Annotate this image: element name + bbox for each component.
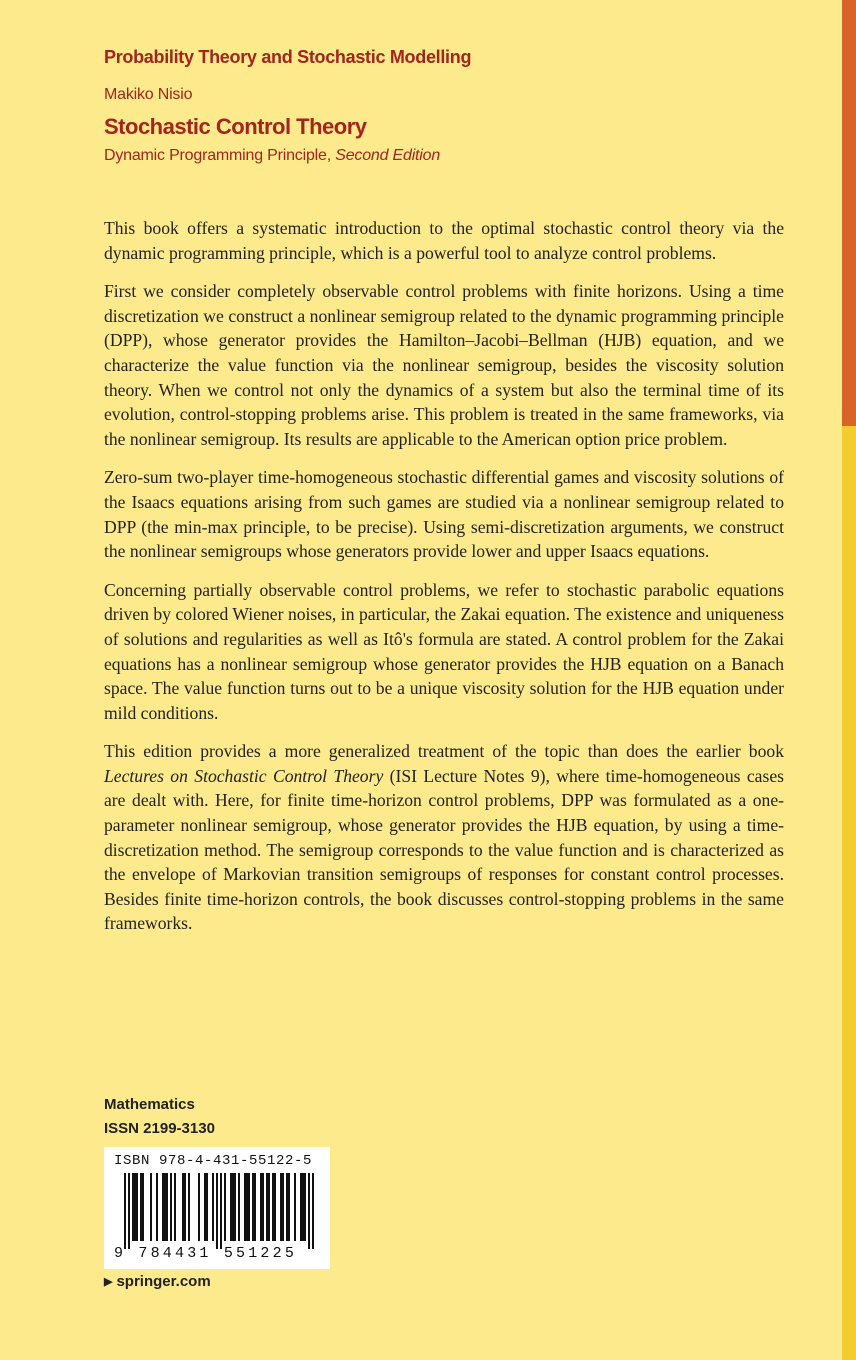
- barcode-bar: [188, 1173, 190, 1241]
- barcode-bar: [140, 1173, 142, 1241]
- barcode-bar: [128, 1173, 130, 1249]
- barcode-bar: [288, 1173, 290, 1241]
- author-name: Makiko Nisio: [104, 86, 193, 103]
- blurb-paragraph-5: [104, 739, 784, 936]
- barcode-bar: [266, 1173, 268, 1241]
- blurb-paragraph-2: First we consider completely observable control problems with finite horizons. Using a time discretization we construct a nonlinear semigroup related to the dynamic programming principle (DPP), whose generator provides the Hamilton–Jacobi–Bellman (HJB) equation, and we characterize the value function via the nonlinear semigroup, besides the viscosity solution theory. When we control not only the dynamics of a system but also the terminal time of its evolution, control-stopping problems arise. This problem is treated in the same frameworks, via the nonlinear semigroup. Its results are applicable to the American option price problem.: [104, 281, 784, 449]
- barcode-bar: [248, 1173, 250, 1241]
- publisher-link[interactable]: [104, 1273, 211, 1290]
- barcode-bar: [204, 1173, 206, 1241]
- barcode-bar: [182, 1173, 184, 1241]
- barcode: [104, 1147, 330, 1269]
- barcode-bar: [274, 1173, 276, 1241]
- barcode-bar: [260, 1173, 262, 1241]
- barcode-bar: [254, 1173, 256, 1241]
- barcode-bar: [230, 1173, 232, 1241]
- barcode-bar: [206, 1173, 208, 1241]
- barcode-bar: [272, 1173, 274, 1241]
- blurb-paragraph-1: This book offers a systematic introduction to the optimal stochastic control theory via the dynamic programming principle, which is a powerful tool to analyze control problems.: [104, 218, 784, 263]
- barcode-bar: [280, 1173, 282, 1241]
- subject-label: Mathematics: [104, 1096, 195, 1113]
- blurb-paragraph-3: Zero-sum two-player time-homogeneous stochastic differential games and viscosity solutions of the Isaacs equations arising from such games are studied via a nonlinear semigroup related to DPP (the min-max principle, to be precise). Using semi-discretization arguments, we construct the nonlinear semigroups whose generators provide lower and upper Isaacs equations.: [104, 467, 784, 562]
- book-title: Stochastic Control Theory: [104, 114, 367, 139]
- barcode-bar: [212, 1173, 214, 1241]
- website-label: springer.com: [116, 1273, 211, 1290]
- barcode-bar: [124, 1173, 126, 1249]
- barcode-bar: [234, 1173, 236, 1241]
- subtitle-main: Dynamic Programming Principle,: [104, 147, 331, 164]
- barcode-bar: [302, 1173, 304, 1241]
- barcode-bar: [150, 1173, 152, 1241]
- barcode-bar: [164, 1173, 166, 1241]
- blurb: [104, 216, 784, 950]
- ean-digits: 9 784431 551225: [114, 1245, 298, 1262]
- spine-strip-orange: [842, 0, 856, 426]
- barcode-bar: [268, 1173, 270, 1241]
- triangle-right-icon: ▶: [104, 1276, 113, 1288]
- barcode-bar: [170, 1173, 172, 1241]
- barcode-bar: [252, 1173, 254, 1241]
- barcode-bar: [238, 1173, 240, 1241]
- barcode-bar: [286, 1173, 288, 1241]
- barcode-bar: [224, 1173, 226, 1241]
- spine-strip-yellow: [842, 426, 856, 1360]
- barcode-bar: [156, 1173, 158, 1241]
- barcode-bar: [308, 1173, 310, 1249]
- barcode-bar: [142, 1173, 144, 1241]
- subtitle-edition: Second Edition: [335, 147, 441, 164]
- p5-italic-title: Lectures on Stochastic Control Theory: [104, 765, 384, 786]
- barcode-bar: [162, 1173, 164, 1241]
- p5-after: (ISI Lecture Notes 9), where time-homogeneous cases are dealt with. Here, for finite time-horizon control problems, DPP was formulated as a one-parameter nonlinear semigroup, whose generator provides the HJB equation, by using a time-discretization method. The semigroup corresponds to the value function and is characterized as the envelope of Markovian transition semigroups of responses for constant control processes. Besides finite time-horizon controls, the book discusses control-stopping problems in the same frameworks.: [104, 765, 784, 934]
- barcode-bar: [232, 1173, 234, 1241]
- barcode-bar: [312, 1173, 314, 1249]
- book-subtitle: [104, 147, 440, 165]
- barcode-bar: [216, 1173, 218, 1249]
- barcode-bar: [246, 1173, 248, 1241]
- barcode-bar: [134, 1173, 136, 1241]
- barcode-bar: [220, 1173, 222, 1249]
- series-title: Probability Theory and Stochastic Modelling: [104, 47, 472, 67]
- barcode-bar: [262, 1173, 264, 1241]
- barcode-bar: [166, 1173, 168, 1241]
- barcode-bar: [300, 1173, 302, 1241]
- barcode-bar: [282, 1173, 284, 1241]
- barcode-bar: [174, 1173, 176, 1241]
- barcode-bar: [198, 1173, 200, 1241]
- barcode-bar: [294, 1173, 296, 1241]
- issn-label: ISSN 2199-3130: [104, 1120, 215, 1137]
- p5-before: This edition provides a more generalized treatment of the topic than does the earlier book: [104, 741, 784, 762]
- isbn-label: ISBN 978-4-431-55122-5: [114, 1153, 313, 1169]
- barcode-bar: [136, 1173, 138, 1241]
- barcode-bar: [184, 1173, 186, 1241]
- barcode-bar: [304, 1173, 306, 1241]
- blurb-paragraph-4: Concerning partially observable control problems, we refer to stochastic parabolic equations driven by colored Wiener noises, in particular, the Zakai equation. The existence and uniqueness of solutions and regularities as well as Itô's formula are stated. A control problem for the Zakai equations has a nonlinear semigroup whose generator provides the HJB equation on a Banach space. The value function turns out to be a unique viscosity solution for the HJB equation under mild conditions.: [104, 579, 784, 723]
- barcode-bar: [244, 1173, 246, 1241]
- barcode-bar: [132, 1173, 134, 1241]
